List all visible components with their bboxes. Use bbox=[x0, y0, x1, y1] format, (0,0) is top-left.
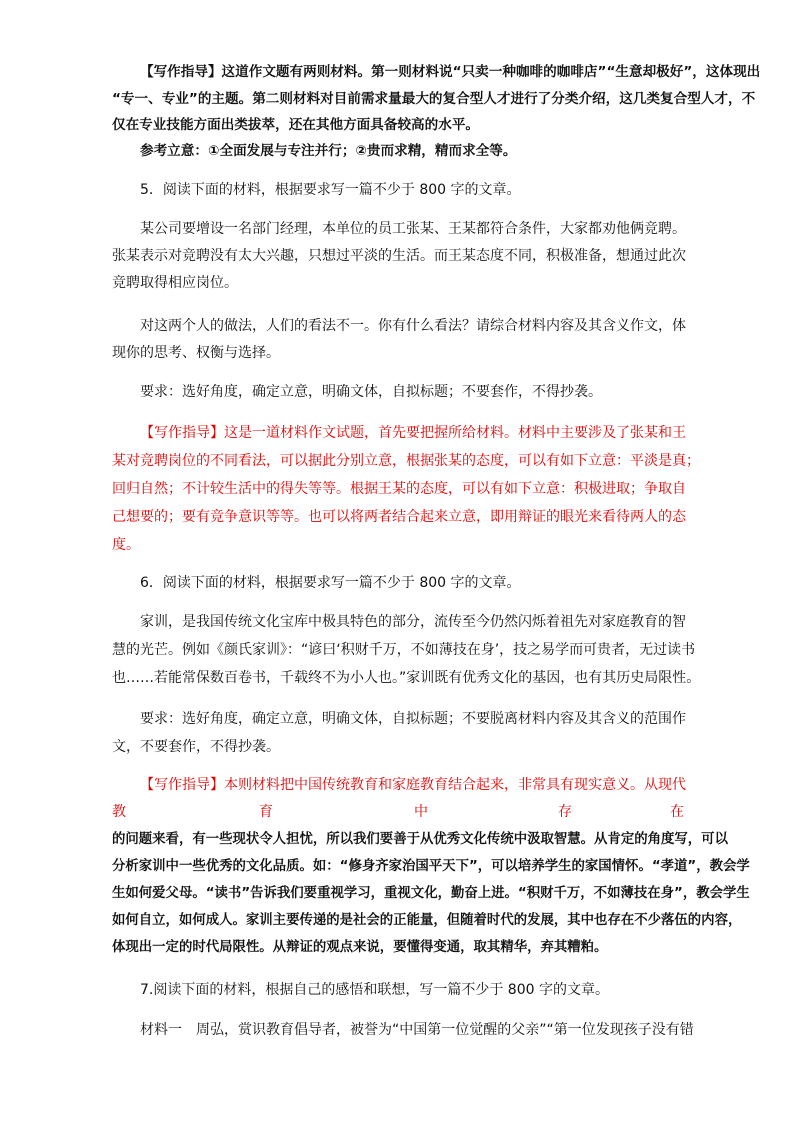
requirement-text: 要求：选好角度，确定立意，明确文体，自拟标题；不要套作，不得抄袭。 bbox=[140, 384, 602, 400]
material-text: 也……若能常保数百卷书，千载终不为小人也。”家训既有优秀文化的基因，也有其历史局限性。 bbox=[112, 670, 701, 686]
material-text: 材料一 周弘，赏识教育倡导者，被誉为“中国第一位觉醒的父亲”“第一位发现孩子没有错 bbox=[140, 1022, 694, 1038]
requirement-text: 要求：选好角度，确定立意，明确文体，自拟标题；不要脱离材料内容及其含义的范围作 bbox=[140, 711, 686, 727]
material-text: 某公司要增设一名部门经理，本单位的员工张某、王某都符合条件，大家都劝他俩竞聘。 bbox=[140, 221, 686, 237]
material-text: 慧的光芒。例如《颜氏家训》：“谚曰‘积财千万，不如薄技在身’，技之易学而可贵者，无过读书 bbox=[112, 642, 696, 658]
guide-text: 仅在专业技能方面出类拔萃，还在其他方面具备较高的水平。 bbox=[112, 117, 480, 133]
material-text: 家训，是我国传统文化宝库中极具特色的部分，流传至今仍然闪烁着祖先对家庭教育的智 bbox=[140, 614, 686, 630]
requirement-text: 文，不要套作，不得抄袭。 bbox=[112, 739, 280, 755]
guide-text: 教 bbox=[112, 804, 126, 820]
guide-text: 生如何爱父母。“读书”告诉我们要重视学习，重视文化，勤奋上进。“积财千万，不如薄技在身”，教会学生 bbox=[112, 886, 750, 901]
question-7-title: 7.阅读下面的材料，根据自己的感悟和联想，写一篇不少于 800 字的文章。 bbox=[140, 982, 609, 998]
guide-text: 度。 bbox=[112, 537, 140, 553]
guide-text: 己想要的；要有竞争意识等等。也可以将两者结合起来立意，即用辩证的眼光来看待两人的态 bbox=[112, 509, 686, 525]
reference-ideas: 参考立意：①全面发展与专注并行；②贵而求精，精而求全等。 bbox=[140, 143, 517, 159]
guide-text: 某对竞聘岗位的不同看法，可以据此分别立意，根据张某的态度，可以有如下立意：平淡是真； bbox=[112, 453, 700, 469]
guide-text: 回归自然；不计较生活中的得失等等。根据王某的态度，可以有如下立意：积极进取；争取自 bbox=[112, 481, 686, 497]
prompt-text: 现你的思考、权衡与选择。 bbox=[112, 345, 280, 361]
guide-text: 中 bbox=[414, 804, 428, 820]
material-text: 张某表示对竞聘没有太大兴趣，只想过平淡的生活。而王某态度不同，积极准备，想通过此次 bbox=[112, 248, 686, 264]
guide-text: 分析家训中一些优秀的文化品质。如：“修身齐家治国平天下”，可以培养学生的家国情怀。“孝道”，教会学 bbox=[112, 859, 750, 874]
guide-text: 【写作指导】这道作文题有两则材料。第一则材料说“只卖一种咖啡的咖啡店”“生意却极好”，这体现出 bbox=[140, 64, 761, 80]
writing-guide bbox=[140, 423, 686, 443]
guide-text: 本则材料把中国传统教育和家庭教育结合起来，非常具有现实意义。从现代 bbox=[224, 777, 686, 793]
guide-text: 这是一道材料作文试题，首先要把握所给材料。材料中主要涉及了张某和王 bbox=[224, 425, 686, 441]
guide-text: 在 bbox=[670, 804, 684, 820]
question-5-title: 5．阅读下面的材料，根据要求写一篇不少于 800 字的文章。 bbox=[140, 182, 521, 198]
guide-text: 育 bbox=[259, 804, 273, 820]
guide-text: 如何自立，如何成人。家训主要传递的是社会的正能量，但随着时代的发展，其中也存在不少落伍的内容， bbox=[112, 913, 742, 928]
guide-text: 的问题来看，有一些现状令人担忧，所以我们要善于从优秀文化传统中汲取智慧。从肯定的角度写，可以 bbox=[112, 832, 728, 847]
guide-text: “专一、专业”的主题。第二则材料对目前需求量最大的复合型人才进行了分类介绍，这几类复合型人才，不 bbox=[112, 91, 756, 107]
guide-label: 【写作指导】 bbox=[140, 777, 224, 793]
guide-text: 存 bbox=[558, 804, 572, 820]
writing-guide bbox=[140, 775, 686, 795]
material-text: 竞聘取得相应岗位。 bbox=[112, 275, 238, 291]
guide-label: 【写作指导】 bbox=[140, 425, 224, 441]
prompt-text: 对这两个人的做法，人们的看法不一。你有什么看法？请综合材料内容及其含义作文，体 bbox=[140, 318, 686, 334]
guide-text: 体现出一定的时代局限性。从辩证的观点来说，要懂得变通，取其精华，弃其糟粕。 bbox=[112, 940, 608, 955]
question-6-title: 6．阅读下面的材料，根据要求写一篇不少于 800 字的文章。 bbox=[140, 575, 521, 591]
